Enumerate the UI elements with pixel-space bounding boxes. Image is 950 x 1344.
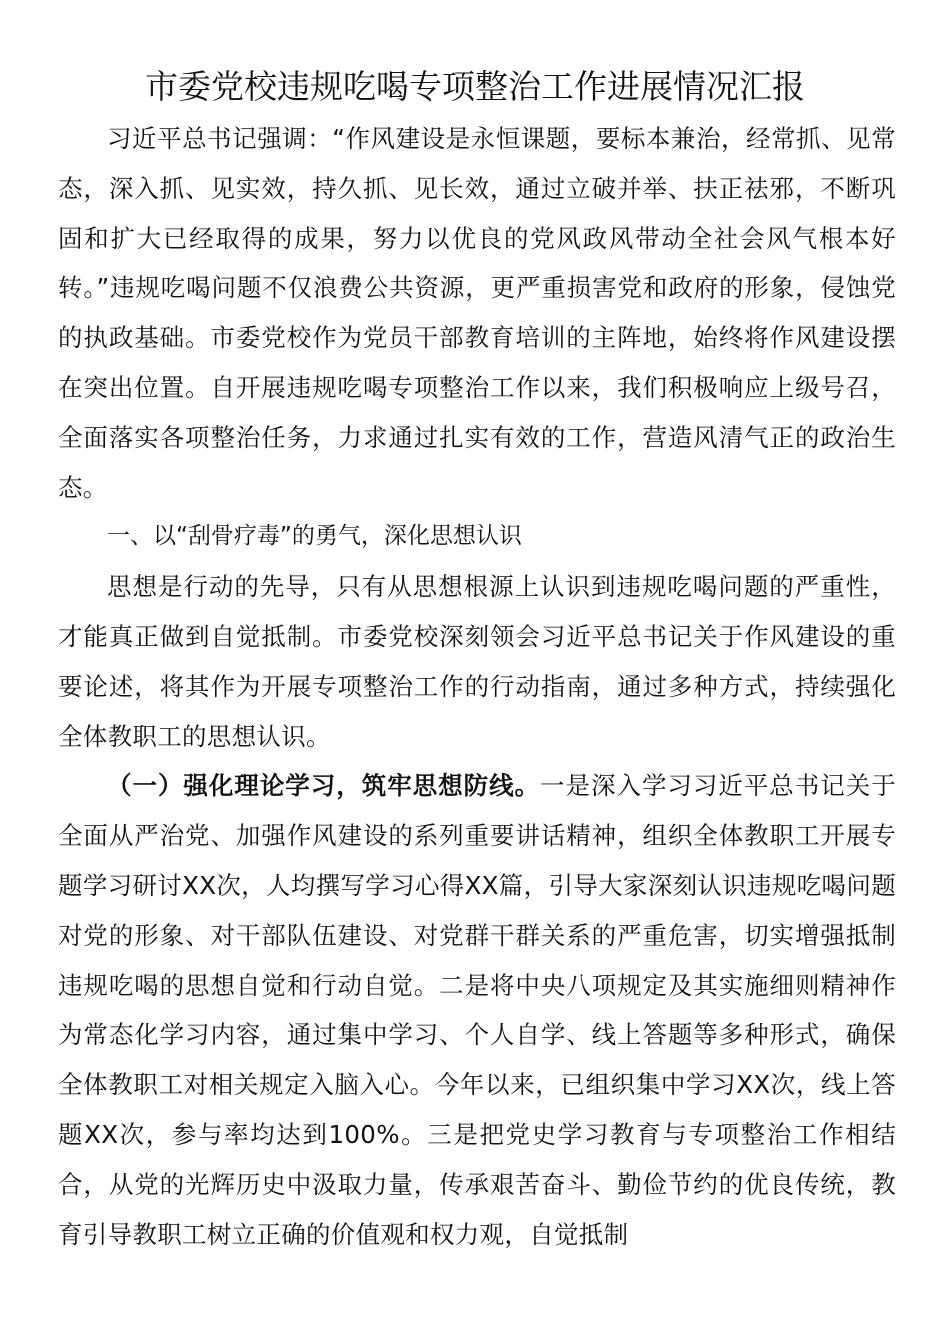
document-body bbox=[58, 114, 896, 1259]
section-1-heading: 一、以“刮骨疗毒”的勇气，深化思想认识 bbox=[107, 523, 522, 550]
intro-paragraph: 习近平总书记强调：“作风建设是永恒课题，要标本兼治，经常抓、见常态，深入抓、见实效，持久抓、见长效，通过立破并举、扶正祛邪，不断巩固和扩大已经取得的成果，努力以优良的党风政风带动全社会风气根本好转。”违规吃喝问题不仅浪费公共资源，更严重损害党和政府的形象，侵蚀党的执政基础。市委党校作为党员干部教育培训的主阵地，始终将作风建设摆在突出位置。自开展违规吃喝专项整治工作以来，我们积极响应上级号召，全面落实各项整治任务，力求通过扎实有效的工作，营造风清气正的政治生态。 bbox=[58, 124, 896, 502]
subsection-1-paragraph bbox=[58, 761, 896, 1259]
section-1-paragraph: 思想是行动的先导，只有从思想根源上认识到违规吃喝问题的严重性，才能真正做到自觉抵制。市委党校深刻领会习近平总书记关于作风建设的重要论述，将其作为开展专项整治工作的行动指南，通过多种方式，持续强化全体教职工的思想认识。 bbox=[58, 572, 896, 751]
subsection-1-text: 一是深入学习习近平总书记关于全面从严治党、加强作风建设的系列重要讲话精神，组织全体教职工开展专题学习研讨XX次，人均撰写学习心得XX篇，引导大家深刻认识违规吃喝问题对党的形象、对干部队伍建设、对党群干群关系的严重危害，切实增强抵制违规吃喝的思想自觉和行动自觉。二是将中央八项规定及其实施细则精神作为常态化学习内容，通过集中学习、个人自学、线上答题等多种形式，确保全体教职工对相关规定入脑入心。今年以来，已组织集中学习XX次，线上答题XX次，参与率均达到100%。三是把党史学习教育与专项整治工作相结合，从党的光辉历史中汲取力量，传承艰苦奋斗、勤俭节约的优良传统，教育引导教职工树立正确的价值观和权力观，自觉抵制 bbox=[58, 771, 896, 1249]
subsection-1-heading: （一）强化理论学习，筑牢思想防线。 bbox=[107, 771, 541, 801]
document-title: 市委党校违规吃喝专项整治工作进展情况汇报 bbox=[145, 67, 805, 106]
